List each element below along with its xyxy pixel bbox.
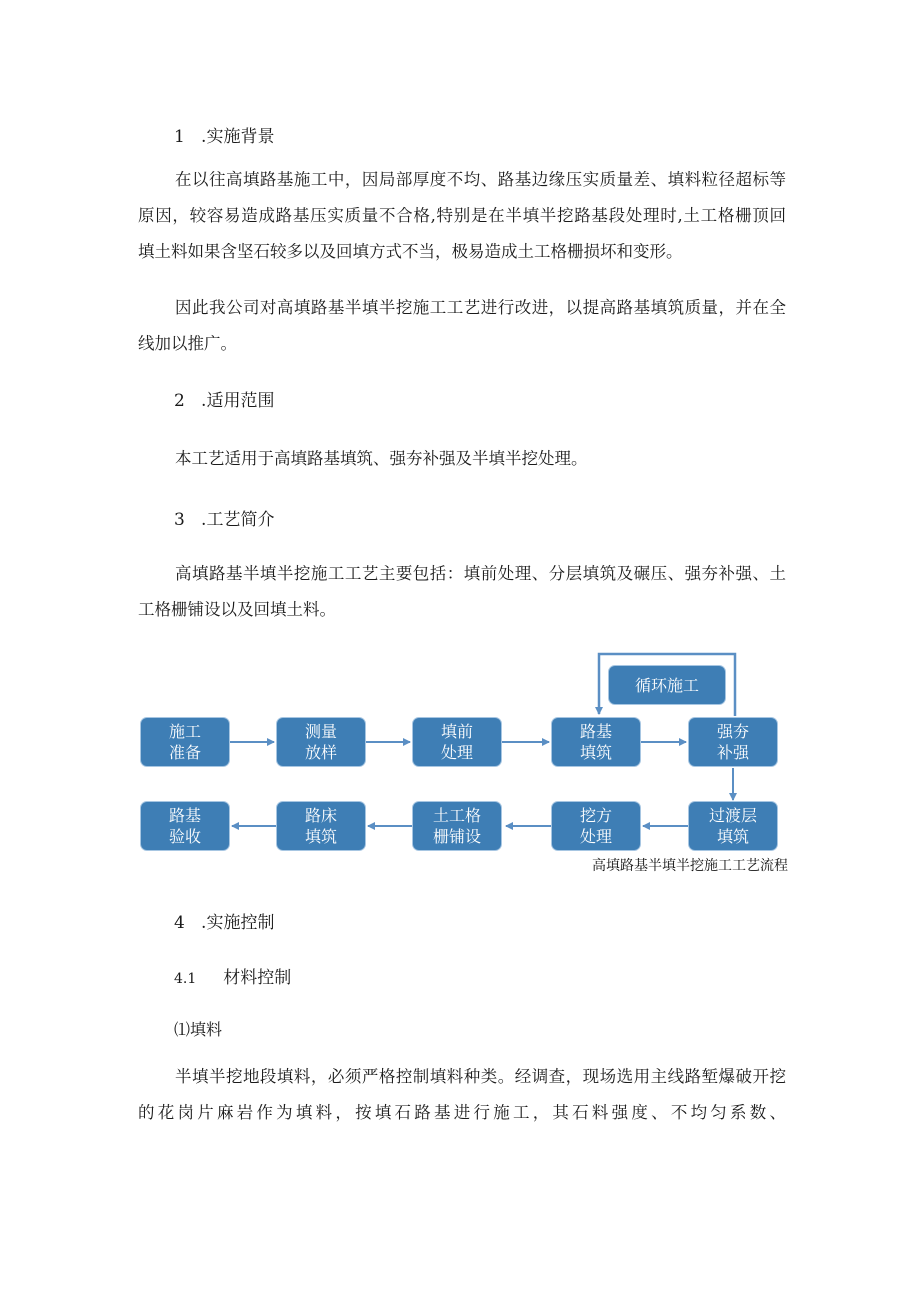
step-survey-layout bbox=[276, 717, 366, 767]
step-geogrid-laying bbox=[412, 801, 502, 851]
step-text: 填筑 bbox=[579, 743, 612, 762]
step-text: 施工 bbox=[168, 722, 201, 741]
paragraph-fill-material bbox=[138, 1059, 786, 1131]
process-flowchart bbox=[138, 648, 788, 880]
step-pre-fill-treatment bbox=[412, 717, 502, 767]
step-text: 填前 bbox=[440, 722, 473, 741]
step-transition-layer-fill bbox=[688, 801, 778, 851]
section-title: 材料控制 bbox=[223, 968, 292, 988]
text-line: 高填路基半填半挖施工工艺主要包括：填前处理、分层填筑及碾压、强夯补强、土 bbox=[175, 564, 786, 583]
section-title: .实施控制 bbox=[201, 913, 275, 933]
paragraph-background bbox=[138, 162, 786, 270]
step-text: 填筑 bbox=[304, 827, 337, 846]
step-text: 准备 bbox=[168, 743, 201, 762]
text-line: 工格栅铺设以及回填土料。 bbox=[138, 600, 336, 619]
step-text: 测量 bbox=[304, 722, 337, 741]
step-text: 强夯 bbox=[716, 722, 749, 741]
section-heading-2 bbox=[174, 386, 274, 411]
section-heading-4-1 bbox=[174, 963, 291, 988]
step-text: 过渡层 bbox=[708, 806, 757, 825]
step-roadbed-fill bbox=[276, 801, 366, 851]
text-line: 线加以推广。 bbox=[138, 334, 237, 353]
section-number: 2 bbox=[174, 391, 185, 411]
step-text: 路床 bbox=[304, 806, 337, 825]
text-line: 原因，较容易造成路基压实质量不合格,特别是在半填半挖路基段处理时,土工格栅顶回 bbox=[138, 206, 786, 225]
step-subgrade-fill bbox=[551, 717, 641, 767]
paragraph-scope bbox=[138, 441, 786, 477]
section-title: .适用范围 bbox=[201, 391, 275, 411]
step-text: 挖方 bbox=[579, 806, 612, 825]
text-line: 在以往高填路基施工中，因局部厚度不均、路基边缘压实质量差、填料粒径超标等 bbox=[175, 170, 786, 189]
section-heading-1 bbox=[174, 122, 274, 147]
step-text: 补强 bbox=[716, 743, 749, 762]
paragraph-overview bbox=[138, 556, 786, 628]
step-dynamic-compaction bbox=[688, 717, 778, 767]
step-text: 处理 bbox=[579, 827, 612, 846]
section-heading-4 bbox=[174, 908, 274, 933]
text-line: 本工艺适用于高填路基填筑、强夯补强及半填半挖处理。 bbox=[175, 449, 588, 468]
step-construction-prep bbox=[140, 717, 230, 767]
step-text: 放样 bbox=[304, 743, 337, 762]
text-line: 因此我公司对高填路基半填半挖施工工艺进行改进，以提高路基填筑质量，并在全 bbox=[175, 298, 786, 317]
step-text: 土工格 bbox=[432, 806, 481, 825]
step-text: 路基 bbox=[579, 722, 612, 741]
flowchart-caption: 高填路基半填半挖施工工艺流程 bbox=[592, 858, 788, 874]
section-number: 1 bbox=[174, 127, 185, 147]
step-text: 路基 bbox=[168, 806, 201, 825]
section-title: .工艺简介 bbox=[201, 510, 275, 530]
section-title: .实施背景 bbox=[201, 127, 275, 147]
paragraph-improvement bbox=[138, 290, 786, 362]
text-line: 填土料如果含坚石较多以及回填方式不当，极易造成土工格栅损坏和变形。 bbox=[138, 242, 683, 261]
step-text: 填筑 bbox=[716, 827, 749, 846]
section-number: 4 bbox=[174, 913, 185, 933]
step-text: 验收 bbox=[168, 827, 201, 846]
step-text: 栅铺设 bbox=[432, 827, 481, 846]
section-heading-3 bbox=[174, 505, 274, 530]
subsection-fill-material: ⑴填料 bbox=[174, 1020, 223, 1039]
step-text: 处理 bbox=[440, 743, 473, 762]
step-excavation-treatment bbox=[551, 801, 641, 851]
step-subgrade-acceptance bbox=[140, 801, 230, 851]
text-line: 半填半挖地段填料，必须严格控制填料种类。经调查，现场选用主线路堑爆破开挖 bbox=[175, 1067, 786, 1086]
step-text: 循环施工 bbox=[634, 675, 699, 695]
text-line: 的花岗片麻岩作为填料，按填石路基进行施工，其石料强度、不均匀系数、 bbox=[138, 1103, 786, 1122]
section-number: 3 bbox=[174, 510, 185, 530]
section-number: 4.1 bbox=[174, 971, 197, 987]
step-cycle-construction bbox=[608, 665, 726, 705]
